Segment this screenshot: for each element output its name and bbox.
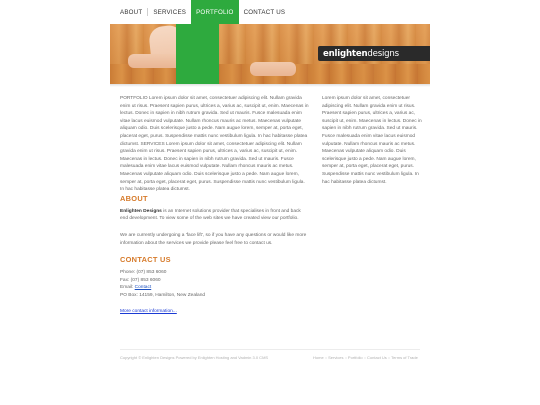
about-heading: ABOUT [120, 193, 148, 203]
main-content [120, 95, 310, 317]
footer-links[interactable]: Home :: Services :: Portfolio :: Contact Us :: Terms of Trade [313, 355, 418, 360]
footer-divider [120, 349, 420, 350]
nav-about[interactable]: ABOUT [120, 8, 143, 16]
contact-heading: CONTACT US [120, 255, 171, 265]
contact-phone: Phone: (07) 853 6060 [120, 270, 167, 276]
contact-po-box: PO Box: 14159, Hamilton, New Zealand [120, 292, 206, 298]
portfolio-services-text: PORTFOLIO Lorem ipsum dolor sit amet, consectetuer adipiscing elit. Nullam gravida enim ut risus. Praesent sapien purus, ultrices a, varius ac, suscipit ut, enim. Maecenas in lectus. Donec in sapien in nibh rutrum gravida. Sed ut mauris. Fusce malesuada enim vitae lacus euismod vulputate. Nullam rhoncus mauris ac metus. Maecenas vulputate aliquam odio. Duis scelerisque justo a pede. Nam augue lorem, semper at, porta eget, placerat eget, purus. Suspendisse mattis nunc vestibulum ligula. In hac habitasse platea dictumst. SERVICES Lorem ipsum dolor sit amet, consectetuer adipiscing elit. Nullam gravida enim ut risus. Praesent sapien purus, ultrices a, varius ac, suscipit ut, enim. Maecenas in lectus. Donec in sapien in nibh rutrum gravida. Sed ut mauris. Fusce malesuada enim vitae lacus euismod vulputate. Nullam rhoncus mauris ac metus. Maecenas vulputate aliquam odio. Duis scelerisque justo a pede. Nam augue lorem, semper at, porta eget, placerat eget, purus. Suspendisse mattis nunc vestibulum ligula. In hac habitasse platea dictumst. [120, 96, 309, 193]
about-paragraph [120, 208, 310, 223]
email-prefix: Email: [120, 285, 135, 291]
hero-banner [110, 24, 430, 84]
more-contact-info-link[interactable]: More contact information... [120, 309, 177, 315]
sidebar-text: Lorem ipsum dolor sit amet, consectetuer adipiscing elit. Nullam gravida enim ut risus. Praesent sapien purus, ultrices a, varius ac, suscipit ut, enim. Maecenas in lectus. Donec in sapien in nibh rutrum gravida. Sed ut mauris. Fusce malesuada enim vitae lacus euismod vulputate. Nullam rhoncus mauris ac metus. Maecenas vulputate aliquam odio. Duis scelerisque justo a pede. Nam augue lorem, semper at, porta eget, placerat eget, purus. Suspendisse mattis nunc vestibulum ligula. In hac habitasse platea dictumst. [322, 96, 422, 185]
company-name: Enlighten Designs [120, 208, 162, 214]
logo-bold-text: enlighten [323, 48, 368, 59]
footer-copyright: Copyright © Enlighten Designs Powered by Enlighten Hosting and Vadmin 3.0 CMS [120, 355, 269, 360]
banner-shadow [110, 84, 430, 87]
site-logo[interactable] [318, 46, 430, 61]
banner-green-bar [176, 24, 219, 84]
logo-regular-text: designs [367, 48, 399, 59]
main-nav [115, 0, 431, 24]
about-paragraph-2: We are currently undergoing a 'face lift', so if you have any questions or would like more information about the services we provide please feel free to contact us. [120, 232, 307, 246]
contact-email [120, 284, 310, 292]
contact-details [120, 269, 310, 299]
about-text: is an Internet solutions provider that specialises in front and back end development. To view some of the web sites we have created view our portfolio. [120, 208, 301, 222]
nav-services[interactable]: SERVICES [153, 8, 187, 16]
email-contact-link[interactable]: Contact [134, 285, 152, 291]
contact-fax: Fax: (07) 853 6060 [120, 277, 161, 283]
sidebar [322, 95, 422, 186]
nav-contact-us[interactable]: CONTACT US [243, 8, 286, 16]
nav-portfolio[interactable]: PORTFOLIO [191, 0, 238, 24]
banner-toes-image [250, 62, 296, 76]
